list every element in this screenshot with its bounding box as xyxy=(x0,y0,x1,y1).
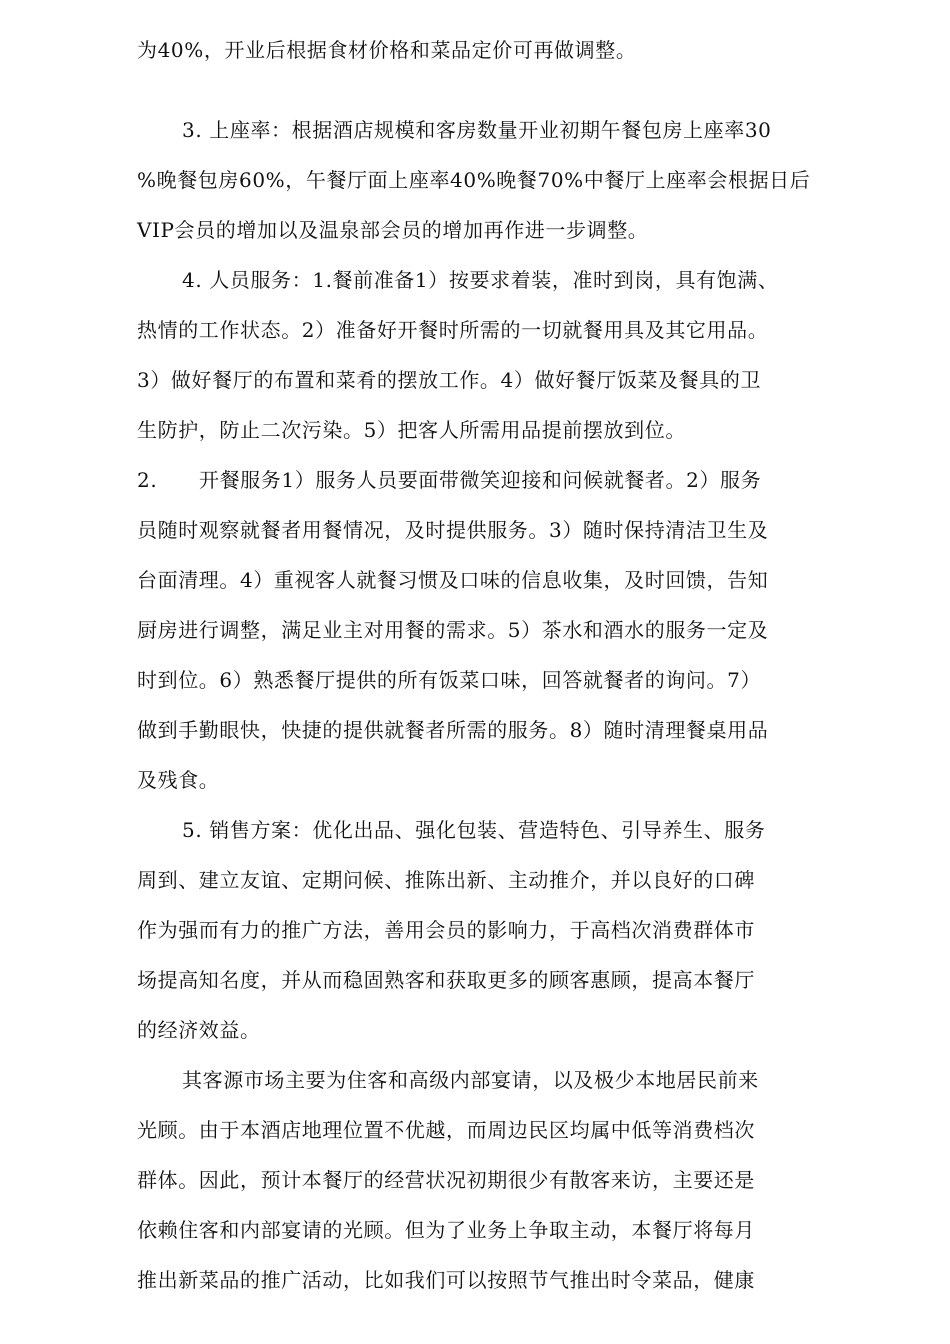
text-line: 员随时观察就餐者用餐情况，及时提供服务。3）随时保持清洁卫生及 xyxy=(137,518,769,542)
text-line: %晚餐包房60%，午餐厅面上座率40%晚餐70%中餐厅上座率会根据日后 xyxy=(137,168,811,192)
text-line: 周到、建立友谊、定期问候、推陈出新、主动推介，并以良好的口碑 xyxy=(137,868,755,892)
text-line: 推出新菜品的推广活动，比如我们可以按照节气推出时令菜品，健康 xyxy=(137,1268,755,1292)
text-line: 及残食。 xyxy=(137,768,220,792)
text-line: 厨房进行调整，满足业主对用餐的需求。5）茶水和酒水的服务一定及 xyxy=(137,618,769,642)
text-line: 依赖住客和内部宴请的光顾。但为了业务上争取主动，本餐厅将每月 xyxy=(137,1218,755,1242)
text-line: 3）做好餐厅的布置和菜肴的摆放工作。4）做好餐厅饭菜及餐具的卫 xyxy=(137,368,762,392)
text-line: 的经济效益。 xyxy=(137,1018,261,1042)
text-line: 时到位。6）熟悉餐厅提供的所有饭菜口味，回答就餐者的询问。7） xyxy=(137,668,762,692)
text-line: 生防护，防止二次污染。5）把客人所需用品提前摆放到位。 xyxy=(137,418,686,442)
text-line: 其客源市场主要为住客和高级内部宴请，以及极少本地居民前来 xyxy=(182,1068,759,1092)
text-line: 5. 销售方案：优化出品、强化包装、营造特色、引导养生、服务 xyxy=(182,818,766,842)
text-line: 群体。因此，预计本餐厅的经营状况初期很少有散客来访，主要还是 xyxy=(137,1168,755,1192)
text-line: 3. 上座率：根据酒店规模和客房数量开业初期午餐包房上座率30 xyxy=(182,118,772,142)
text-line: 开餐服务1）服务人员要面带微笑迎接和问候就餐者。2）服务 xyxy=(199,468,762,492)
text-line: 4. 人员服务：1.餐前准备1）按要求着装，准时到岗，具有饱满、 xyxy=(182,268,779,292)
text-line: 光顾。由于本酒店地理位置不优越，而周边民区均属中低等消费档次 xyxy=(137,1118,755,1142)
text-line: 为40%，开业后根据食材价格和菜品定价可再做调整。 xyxy=(137,38,637,62)
text-line: 做到手勤眼快，快捷的提供就餐者所需的服务。8）随时清理餐桌用品 xyxy=(137,718,769,742)
text-line: 作为强而有力的推广方法，善用会员的影响力，于高档次消费群体市 xyxy=(137,918,755,942)
list-number: 2. xyxy=(137,468,158,492)
text-line: 热情的工作状态。2）准备好开餐时所需的一切就餐用具及其它用品。 xyxy=(137,318,769,342)
text-line: VIP会员的增加以及温泉部会员的增加再作进一步调整。 xyxy=(137,218,649,242)
text-line: 台面清理。4）重视客人就餐习惯及口味的信息收集，及时回馈，告知 xyxy=(137,568,769,592)
text-line: 场提高知名度，并从而稳固熟客和获取更多的顾客惠顾，提高本餐厅 xyxy=(137,968,755,992)
numbered-line xyxy=(137,466,827,494)
